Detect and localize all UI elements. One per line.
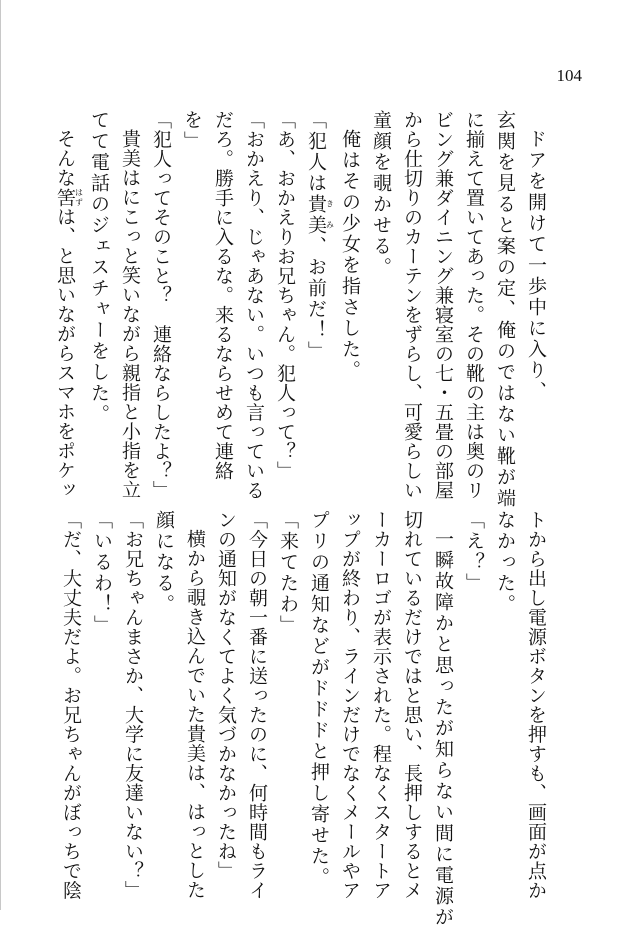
text-segment: は、と思いながらスマホをポケッ bbox=[54, 207, 76, 500]
ruby-reading: はず bbox=[74, 187, 84, 207]
text-line: 玄関を見ると案の定、俺のではない靴が端 bbox=[494, 110, 516, 509]
text-line: 貴美はにこっと笑いながら親指と小指を立 bbox=[119, 129, 141, 500]
text-line: ンの通知がなくてよく気づかなかったね」 bbox=[215, 510, 237, 881]
text-line bbox=[49, 110, 84, 500]
ruby-base: 貴美 bbox=[305, 194, 327, 236]
text-line: 「あ、おかえりお兄ちゃん。犯人って？」 bbox=[274, 110, 296, 481]
text-line: ーカーロゴが表示された。程なくスタートア bbox=[370, 510, 392, 900]
text-line: 「犯人ってそのこと？ 連絡ならしたよ？」 bbox=[150, 110, 172, 500]
text-line: 童顔を覗かせる。 bbox=[370, 110, 392, 278]
text-line: 顔になる。 bbox=[153, 510, 175, 615]
text-line: 「お兄ちゃんまさか、大学に友達いない？」 bbox=[122, 510, 144, 900]
text-line: 一瞬故障かと思ったが知らない間に電源が bbox=[432, 529, 454, 928]
text-line: プリの通知などがドドドと押し寄せた。 bbox=[308, 510, 330, 888]
text-line: 切れているだけではと思い、長押しするとメ bbox=[401, 510, 423, 900]
ruby-base: 筈 bbox=[54, 187, 76, 207]
text-line: だろ。勝手に入るな。来るならせめて連絡 bbox=[212, 110, 234, 481]
text-segment: 、お前だ！」 bbox=[305, 236, 327, 362]
text-line: 俺はその少女を指さした。 bbox=[339, 129, 361, 381]
ruby-word bbox=[54, 187, 84, 208]
text-line: 「え？」 bbox=[463, 510, 485, 594]
text-segment: そんな bbox=[54, 129, 76, 188]
text-line: なかった。 bbox=[494, 510, 516, 615]
page-number: 104 bbox=[556, 66, 582, 85]
text-line: に揃えて置いてあった。その靴の主は奥のリ bbox=[463, 110, 485, 500]
text-line bbox=[300, 110, 334, 490]
top-text-block bbox=[54, 110, 551, 509]
ruby-reading: きみ bbox=[325, 194, 335, 236]
text-line: から仕切りのカーテンをずらし、可愛らしい bbox=[401, 110, 423, 500]
text-line: 横から覗き込んでいた貴美は、はっとした bbox=[184, 529, 206, 900]
text-line: ビング兼ダイニング兼寝室の七・五畳の部屋 bbox=[432, 110, 454, 500]
text-segment: 「犯人は bbox=[305, 110, 327, 194]
text-line: 「いるわ！」 bbox=[91, 510, 113, 636]
text-line: ドアを開けて一歩中に入り、 bbox=[525, 129, 547, 402]
text-line: 「おかえり、じゃあない。いつも言っている bbox=[243, 110, 265, 500]
text-line: ップが終わり、ラインだけでなくメールやア bbox=[339, 510, 361, 900]
text-line: を」 bbox=[181, 110, 203, 152]
text-line: てて電話のジェスチャーをした。 bbox=[88, 110, 110, 425]
ruby-word bbox=[305, 194, 335, 236]
text-line: 「だ、大丈夫だよ。お兄ちゃんがぼっちで陰 bbox=[60, 510, 82, 900]
text-line: 「来てたわ」 bbox=[277, 510, 299, 636]
text-line: トから出し電源ボタンを押すも、画面が点か bbox=[525, 510, 547, 900]
text-line: 「今日の朝一番に送ったのに、何時間もライ bbox=[246, 510, 268, 900]
bottom-text-block bbox=[60, 510, 551, 928]
